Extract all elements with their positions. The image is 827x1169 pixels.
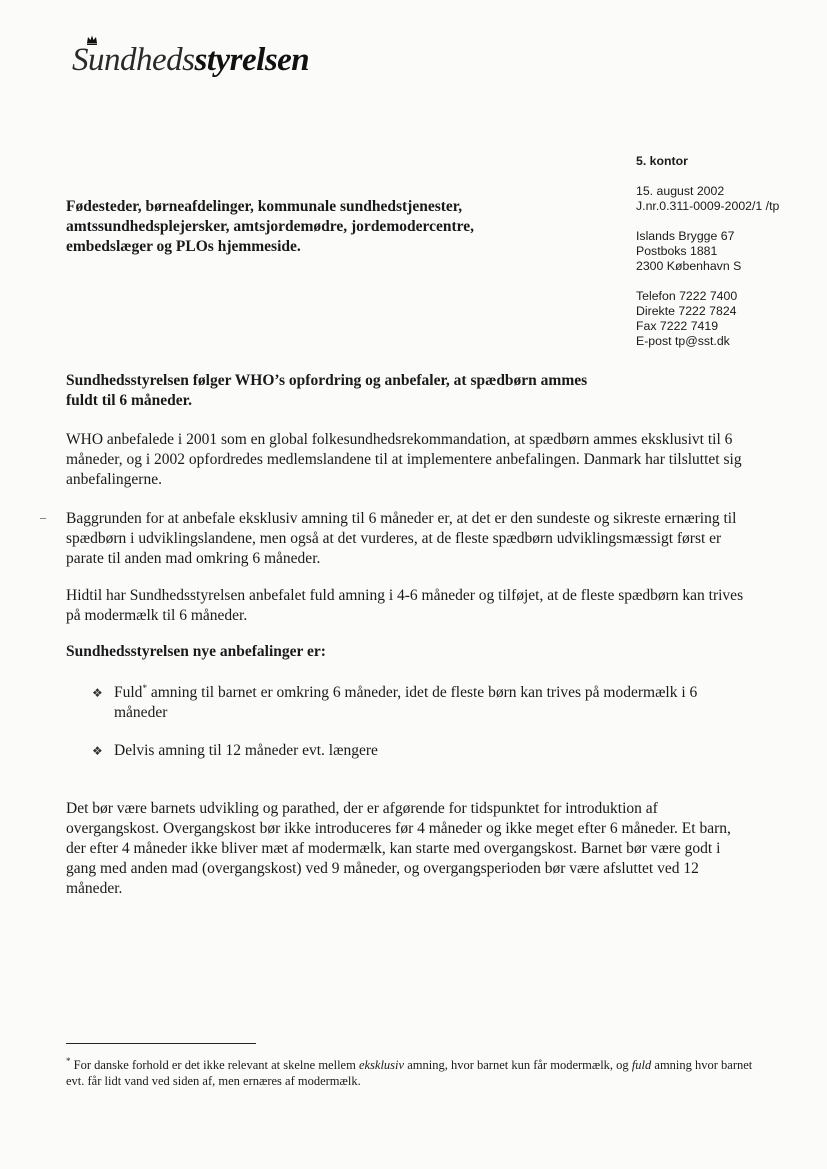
list-item <box>92 683 732 723</box>
logo-wordmark <box>72 42 309 79</box>
logo-part1: Sundheds <box>72 42 195 78</box>
letter-heading: Sundhedsstyrelsen følger WHO’s opfordring og anbefaler, at spædbørn ammes fuldt til 6 måneder. <box>66 372 588 409</box>
list-item <box>92 741 732 761</box>
address-block <box>636 229 816 274</box>
address-line: Islands Brygge 67 <box>636 229 735 243</box>
footnote-ref: * <box>142 682 147 693</box>
margin-mark <box>40 518 46 519</box>
diamond-bullet-icon: ❖ <box>92 744 103 758</box>
footnote-emphasis: eksklusiv <box>358 1058 405 1072</box>
footnote-divider <box>66 1043 256 1044</box>
journal-number: J.nr.0.311-0009-2002/1 /tp <box>636 199 780 213</box>
fax-line: Fax 7222 7419 <box>636 319 719 333</box>
reference-block <box>636 184 816 214</box>
recommendations-heading: Sundhedsstyrelsen nye anbefalinger er: <box>66 643 326 660</box>
paragraph-who: WHO anbefalede i 2001 som en global folkesundhedsrekommandation, at spædbørn ammes eksklusivt til 6 måneder, og i 2002 opfordredes medlemslandene til at implementere anbefalingen. Danmark har tilsluttet sig anbefalingerne. <box>66 431 742 488</box>
email-line: E-post tp@sst.dk <box>636 334 730 348</box>
footnote-emphasis: fuld <box>631 1058 652 1072</box>
diamond-bullet-icon: ❖ <box>92 686 103 700</box>
paragraph-previous: Hidtil har Sundhedsstyrelsen anbefalet fuld amning i 4-6 måneder og tilføjet, at de fleste spædbørn kan trives på modermælk til 6 måneder. <box>66 587 744 624</box>
footnote-text: amning, hvor barnet kun får modermælk, og <box>404 1058 632 1072</box>
bullet-rest: amning til barnet er omkring 6 måneder, idet de fleste børn kan trives på modermælk i 6 måneder <box>114 684 698 721</box>
phone-line: Telefon 7222 7400 <box>636 289 738 303</box>
list-item-text <box>114 683 732 723</box>
logo-part2: styrelsen <box>194 42 310 78</box>
contact-block <box>636 289 816 349</box>
paragraph-background: Baggrunden for at anbefale eksklusiv amning til 6 måneder er, at det er den sundeste og sikreste ernæring til spædbørn i udviklingslandene, men også at det vurderes, at de fleste spædbørn udviklingsmæssigt først er parate til anden mad omkring 6 måneder. <box>66 510 737 567</box>
address-line: Postboks 1881 <box>636 244 718 258</box>
recipients-block: Fødesteder, børneafdelinger, kommunale sundhedstjenester, amtssundhedsplejersker, amtsjordemødre, jordemodercentre, embedslæger og PLOs hjemmeside. <box>66 198 474 255</box>
letter-date: 15. august 2002 <box>636 184 725 198</box>
footnote-text: For danske forhold er det ikke relevant at skelne mellem <box>70 1058 359 1072</box>
sender-info <box>636 154 816 364</box>
paragraph-closing: Det bør være barnets udvikling og parathed, der er afgørende for tidspunktet for introduktion af overgangskost. Overgangskost bør ikke introduceres før 4 måneder og ikke meget efter 6 måneder. Et barn, der efter 4 måneder ikke bliver mæt af modermælk, kan starte med overgangskost. Barnet bør være godt i gang med anden mad (overgangskost) ved 9 måneder, og overgangsperioden bør være afsluttet ved 12 måneder. <box>66 800 731 897</box>
bullet-word: Fuld <box>114 684 143 701</box>
direct-line: Direkte 7222 7824 <box>636 304 737 318</box>
address-line: 2300 København S <box>636 259 742 273</box>
list-item-text: Delvis amning til 12 måneder evt. længere <box>114 742 378 759</box>
footnote-text: amning hvor barnet evt. får lidt vand ved siden af, men ernæres af modermælk. <box>66 1058 753 1088</box>
office-label: 5. kontor <box>636 154 688 168</box>
footnote <box>66 1057 756 1089</box>
footnote-mark: * <box>66 1055 71 1066</box>
